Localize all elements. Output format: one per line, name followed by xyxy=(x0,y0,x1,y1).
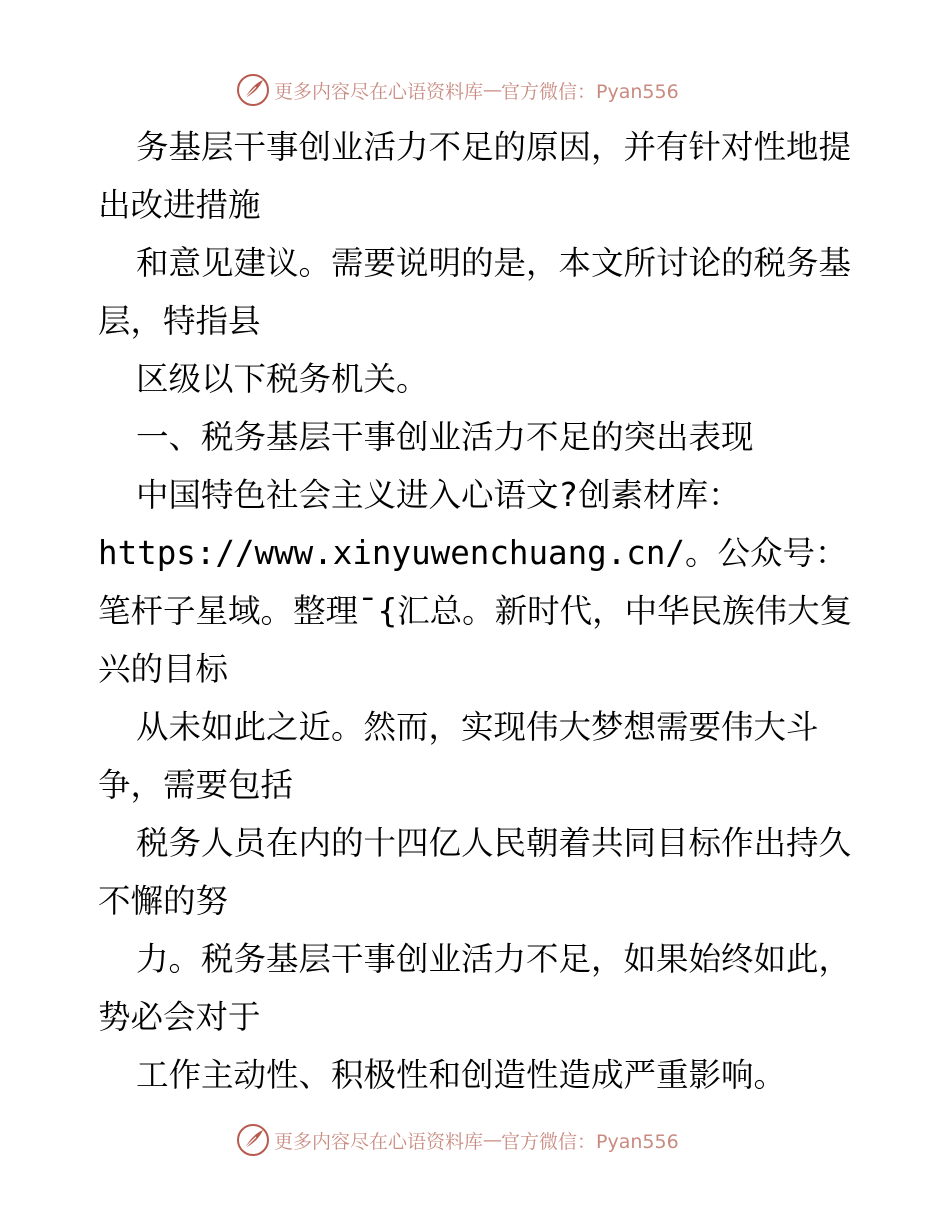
watermark-contact-text: 官方微信：Pyan556 xyxy=(501,1130,679,1153)
body-paragraph: 区级以下税务机关。 xyxy=(136,360,429,398)
body-paragraph: 税务人员在内的十四亿人民朝着共同目标作出持久不懈的努 xyxy=(98,824,852,920)
body-paragraph: 工作主动性、积极性和创造性造成严重影响。 xyxy=(136,1056,787,1094)
header-watermark xyxy=(236,72,679,108)
section-heading: 一、税务基层干事创业活力不足的突出表现 xyxy=(136,418,754,456)
watermark-separator: — xyxy=(483,79,502,101)
body-paragraph: 和意见建议。需要说明的是，本文所讨论的税务基层，特指县 xyxy=(98,244,852,340)
watermark-separator: — xyxy=(483,1129,502,1151)
watermark-brand-text: 更多内容尽在心语资料库 xyxy=(274,1130,484,1153)
document-body xyxy=(98,118,858,1104)
watermark-brand-text: 更多内容尽在心语资料库 xyxy=(274,80,484,103)
body-paragraph: https://www.xinyuwenchuang.cn/。公众号：笔杆子星域。整理¯{汇总。新时代，中华民族伟大复兴的目标 xyxy=(98,534,853,688)
body-paragraph: 力。税务基层干事创业活力不足，如果始终如此，势必会对于 xyxy=(98,940,852,1036)
feather-pen-logo-icon xyxy=(236,73,270,107)
body-paragraph: 务基层干事创业活力不足的原因，并有针对性地提出改进措施 xyxy=(98,128,852,224)
body-paragraph: 中国特色社会主义进入心语文?创素材库： xyxy=(136,476,741,514)
feather-pen-logo-icon xyxy=(236,1123,270,1157)
body-paragraph: 从未如此之近。然而，实现伟大梦想需要伟大斗争，需要包括 xyxy=(98,708,819,804)
footer-watermark xyxy=(236,1122,679,1158)
watermark-contact-text: 官方微信：Pyan556 xyxy=(501,80,679,103)
